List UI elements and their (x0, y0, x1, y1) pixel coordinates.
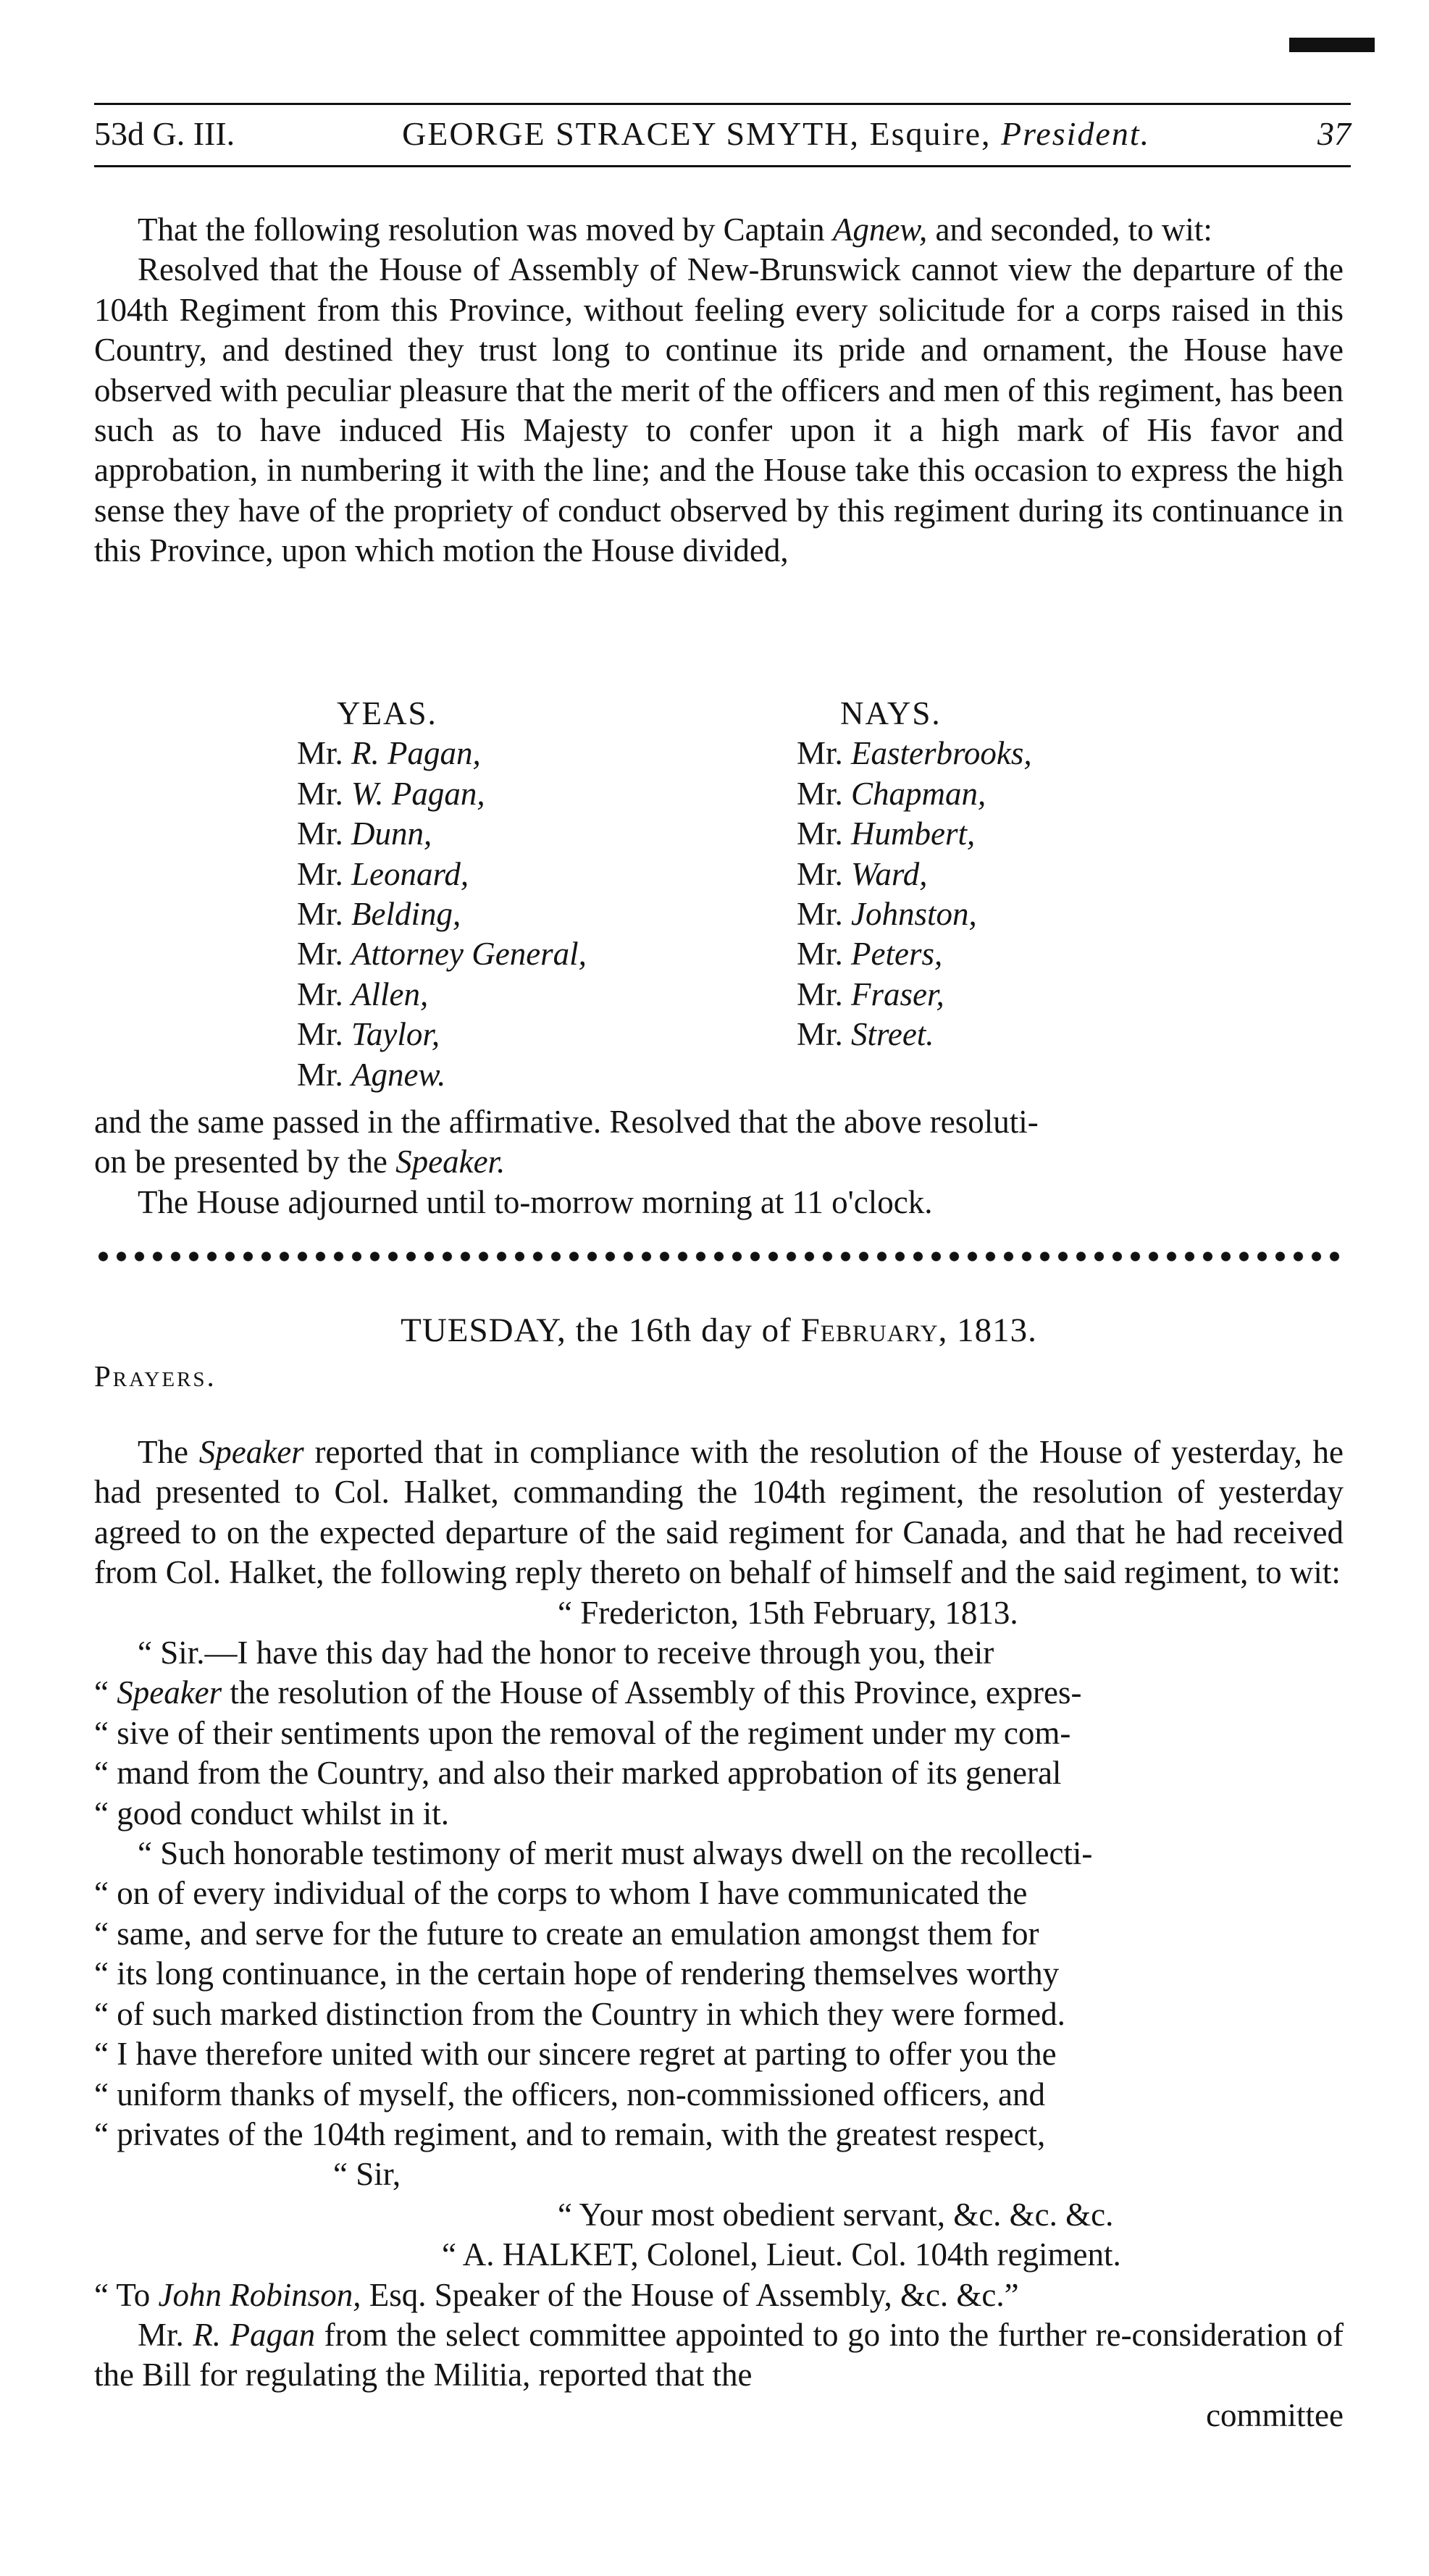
yea-member: Mr. R. Pagan, (297, 735, 481, 772)
yeas-heading: YEAS. (337, 695, 437, 731)
nay-member: Mr. Fraser, (797, 976, 944, 1012)
letter-line: “ good conduct whilst in it. (94, 1795, 449, 1832)
header-rule-bottom (94, 165, 1351, 167)
letter-line: “ its long continuance, in the certain hope of rendering themselves worthy (94, 1955, 1060, 1992)
nay-member: Mr. Peters, (797, 936, 943, 973)
yeas-column (297, 694, 587, 1095)
letter-closing: “ Your most obedient servant, &c. &c. &c. (558, 2196, 1114, 2233)
corner-mark (1289, 38, 1375, 52)
nay-member: Mr. Easterbrooks, (797, 735, 1032, 772)
letter-signature: “ A. HALKET, Colonel, Lieut. Col. 104th regiment. (442, 2236, 1121, 2273)
nays-heading: NAYS. (840, 695, 942, 731)
yea-member: Mr. W. Pagan, (297, 775, 485, 812)
nay-member: Mr. Chapman, (797, 775, 986, 812)
letter-salutation: “ Sir, (333, 2156, 401, 2193)
letter-line: “ of such marked distinction from the Country in which they were formed. (94, 1995, 1065, 2032)
nay-member: Mr. Johnston, (797, 896, 977, 933)
nays-column (797, 694, 1032, 1055)
yea-member: Mr. Leonard, (297, 855, 469, 892)
outcome-line: and the same passed in the affirmative. Resolved that the above resoluti- (94, 1104, 1039, 1140)
letter-line: “ mand from the Country, and also their marked approbation of its general (94, 1755, 1062, 1792)
letter-line: “ on of every individual of the corps to whom I have communicated the (94, 1875, 1028, 1912)
catchword: committee (1206, 2396, 1344, 2433)
mover-name: Agnew, (832, 211, 928, 248)
letter-line: “ Such honorable testimony of merit must always dwell on the recollecti- (138, 1835, 1093, 1872)
yea-member: Mr. Attorney General, (297, 936, 587, 973)
committee-paragraph: Mr. R. Pagan from the select committee appointed to go into the further re-consideration of the Bill for regulating the Militia, reported that the (94, 2316, 1344, 2394)
yea-member: Mr. Dunn, (297, 815, 432, 852)
letter-line: “ same, and serve for the future to create an emulation amongst them for (94, 1915, 1039, 1952)
outcome-block (94, 1102, 1344, 1222)
letter-addressee: “ To John Robinson, Esq. Speaker of the House of Assembly, &c. &c.” (94, 2276, 1019, 2313)
day-heading: TUESDAY, the 16th day of February, 1813. (401, 1312, 1037, 1349)
motion-text: That the following resolution was moved by Captain (138, 211, 833, 248)
proceedings-block (94, 1432, 1344, 2436)
nay-member: Mr. Ward, (797, 855, 928, 892)
prayers-heading: Prayers. (94, 1359, 217, 1393)
motion-text-end: and seconded, to wit: (927, 211, 1212, 248)
running-header (94, 117, 1351, 151)
header-title-role: President. (1001, 115, 1151, 152)
yea-member: Mr. Belding, (297, 896, 461, 933)
nay-member: Mr. Humbert, (797, 815, 976, 852)
letter-dateline: “ Fredericton, 15th February, 1813. (558, 1594, 1018, 1631)
speaker-report-paragraph: The Speaker reported that in compliance with the resolution of the House of yesterday, he had presented to Col. Halket, commanding the 104th regiment, the resolution of yesterday agreed to on the expected departure of the said regiment for Canada, and that he had received from Col. Halket, the following reply thereto on behalf of himself and the said regiment, to wit: (94, 1434, 1344, 1591)
outcome-line-2: on be presented by the Speaker. (94, 1144, 506, 1180)
yea-member: Mr. Allen, (297, 976, 429, 1012)
header-title (402, 117, 1150, 151)
header-rule-top (94, 103, 1351, 105)
letter-line: “ privates of the 104th regiment, and to remain, with the greatest respect, (94, 2115, 1046, 2152)
header-title-text: GEORGE STRACEY SMYTH, Esquire, (402, 115, 992, 152)
letter-line: “ Speaker the resolution of the House of Assembly of this Province, expres- (94, 1674, 1082, 1711)
yea-member: Mr. Taylor, (297, 1016, 440, 1053)
adjournment-line: The House adjourned until to-morrow morning at 11 o'clock. (138, 1183, 933, 1220)
nay-member: Mr. Street. (797, 1016, 934, 1053)
resolution-block (94, 210, 1344, 571)
ornamental-divider (94, 1247, 1344, 1266)
letter-line: “ Sir.—I have this day had the honor to receive through you, their (138, 1635, 994, 1671)
letter-line: “ uniform thanks of myself, the officers, non-commissioned officers, and (94, 2076, 1046, 2113)
page-number: 37 (1317, 115, 1351, 152)
letter-line: “ I have therefore united with our sincere regret at parting to offer you the (94, 2036, 1057, 2073)
motion-paragraph (94, 210, 1344, 250)
reign-year: 53d G. III. (94, 115, 235, 152)
yea-member: Mr. Agnew. (297, 1056, 446, 1093)
letter-line: “ sive of their sentiments upon the removal of the regiment under my com- (94, 1714, 1071, 1751)
resolution-paragraph: Resolved that the House of Assembly of New-Brunswick cannot view the departure of the 104th Regiment from this Province, without feeling every solicitude for a corps raised in this Country, and destined they trust long to continue its pride and ornament, the House have observed with peculiar pleasure that the merit of the officers and men of this regiment, has been such as to have induced His Majesty to confer upon it a high mark of His favor and approbation, in numbering it with the line; and the House take this occasion to express the high sense they have of the propriety of conduct observed by this regiment during its continuance in this Province, upon which motion the House divided, (94, 251, 1344, 569)
